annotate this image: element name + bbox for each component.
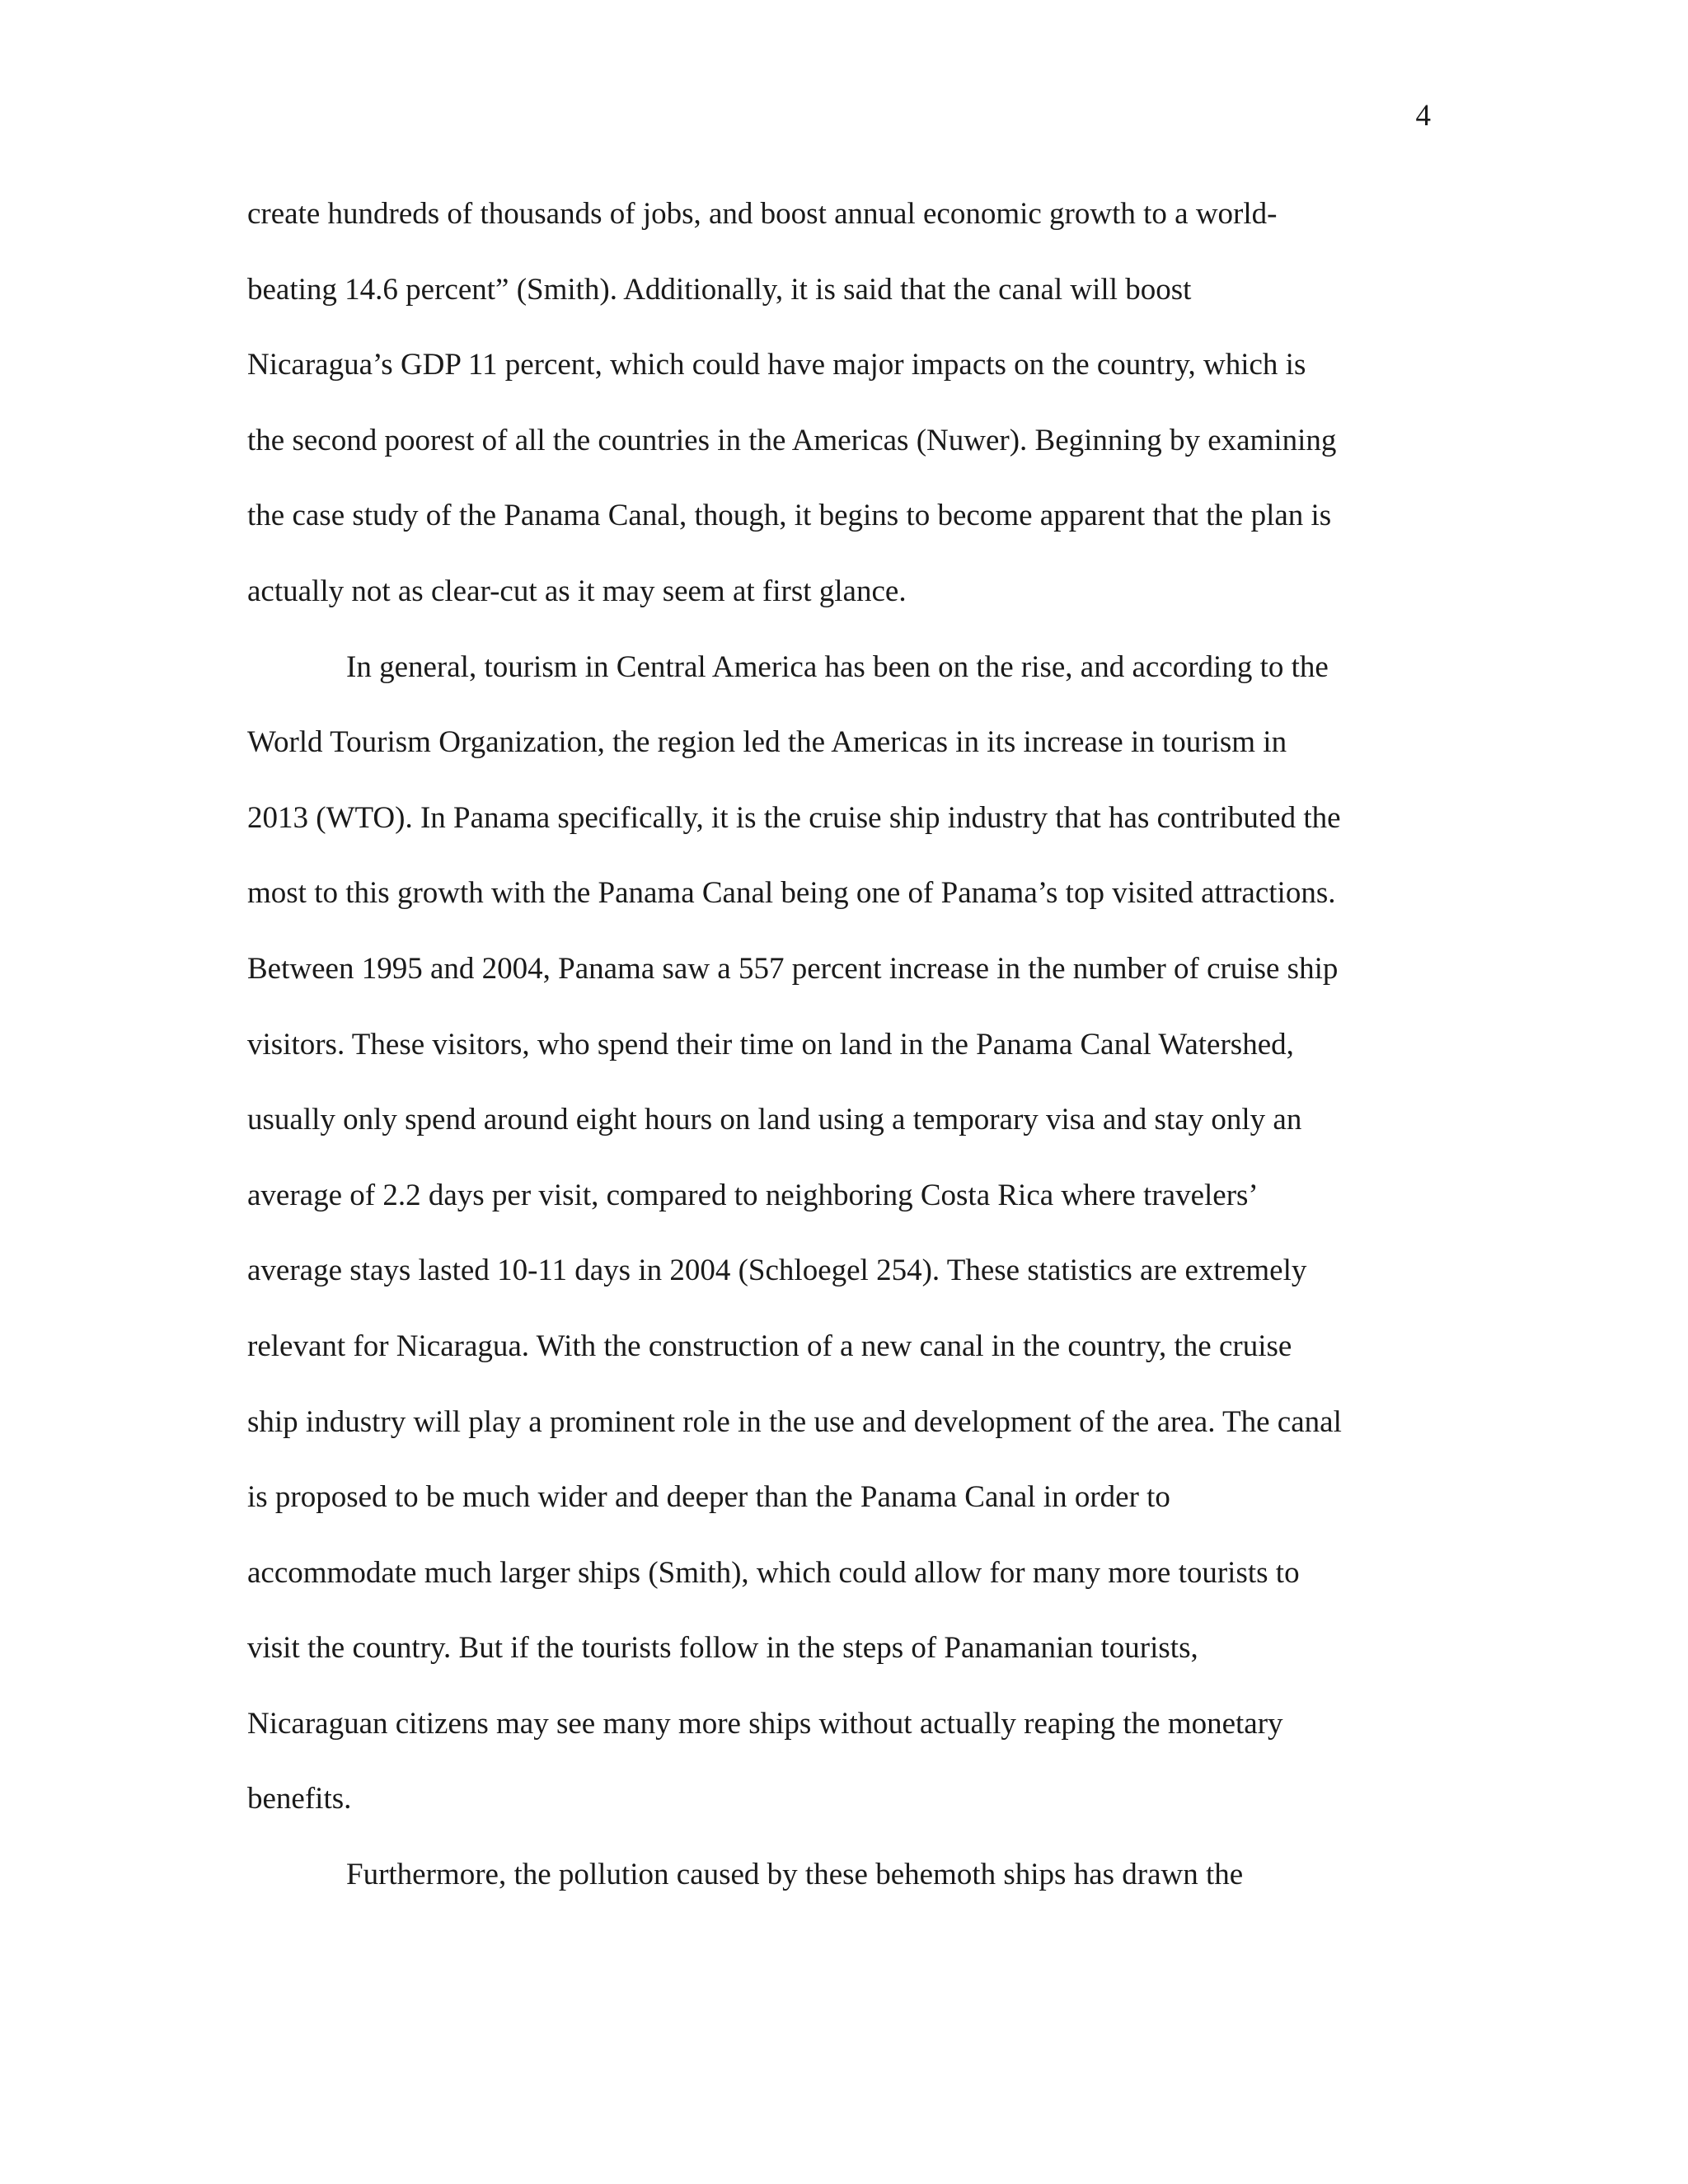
text-line: most to this growth with the Panama Canal being one of Panama’s top visited attractions. — [247, 876, 1336, 911]
text-line: accommodate much larger ships (Smith), which could allow for many more tourists to — [247, 1555, 1300, 1590]
text-line: is proposed to be much wider and deeper than the Panama Canal in order to — [247, 1480, 1170, 1515]
text-line: 2013 (WTO). In Panama specifically, it is the cruise ship industry that has contributed the — [247, 800, 1341, 835]
text-line: beating 14.6 percent” (Smith). Additionally, it is said that the canal will boost — [247, 272, 1192, 307]
text-line: ship industry will play a prominent role in the use and development of the area. The canal — [247, 1404, 1342, 1439]
text-line: Nicaragua’s GDP 11 percent, which could have major impacts on the country, which is — [247, 348, 1306, 382]
text-line: benefits. — [247, 1782, 352, 1816]
text-line: usually only spend around eight hours on land using a temporary visa and stay only an — [247, 1103, 1302, 1137]
text-line: visitors. These visitors, who spend their time on land in the Panama Canal Watershed, — [247, 1027, 1294, 1062]
text-line: Nicaraguan citizens may see many more ships without actually reaping the monetary — [247, 1706, 1283, 1741]
text-line: actually not as clear-cut as it may seem at first glance. — [247, 574, 907, 608]
text-line: World Tourism Organization, the region led the Americas in its increase in tourism in — [247, 725, 1287, 760]
text-line: average of 2.2 days per visit, compared to neighboring Costa Rica where travelers’ — [247, 1178, 1259, 1212]
page-number: 4 — [1415, 99, 1431, 133]
text-line: create hundreds of thousands of jobs, and boost annual economic growth to a world- — [247, 197, 1278, 231]
body-text — [247, 190, 1451, 1926]
text-line: Between 1995 and 2004, Panama saw a 557 percent increase in the number of cruise ship — [247, 951, 1339, 986]
text-line: relevant for Nicaragua. With the construction of a new canal in the country, the cruise — [247, 1329, 1292, 1363]
text-line: the second poorest of all the countries in the Americas (Nuwer). Beginning by examining — [247, 423, 1337, 457]
paragraph-first-line: Furthermore, the pollution caused by these behemoth ships has drawn the — [346, 1858, 1244, 1892]
text-line: the case study of the Panama Canal, though, it begins to become apparent that the plan is — [247, 499, 1332, 533]
paragraph-first-line: In general, tourism in Central America has been on the rise, and according to the — [346, 649, 1329, 684]
text-line: visit the country. But if the tourists follow in the steps of Panamanian tourists, — [247, 1631, 1198, 1666]
text-line: average stays lasted 10-11 days in 2004 (Schloegel 254). These statistics are extremely — [247, 1254, 1307, 1288]
